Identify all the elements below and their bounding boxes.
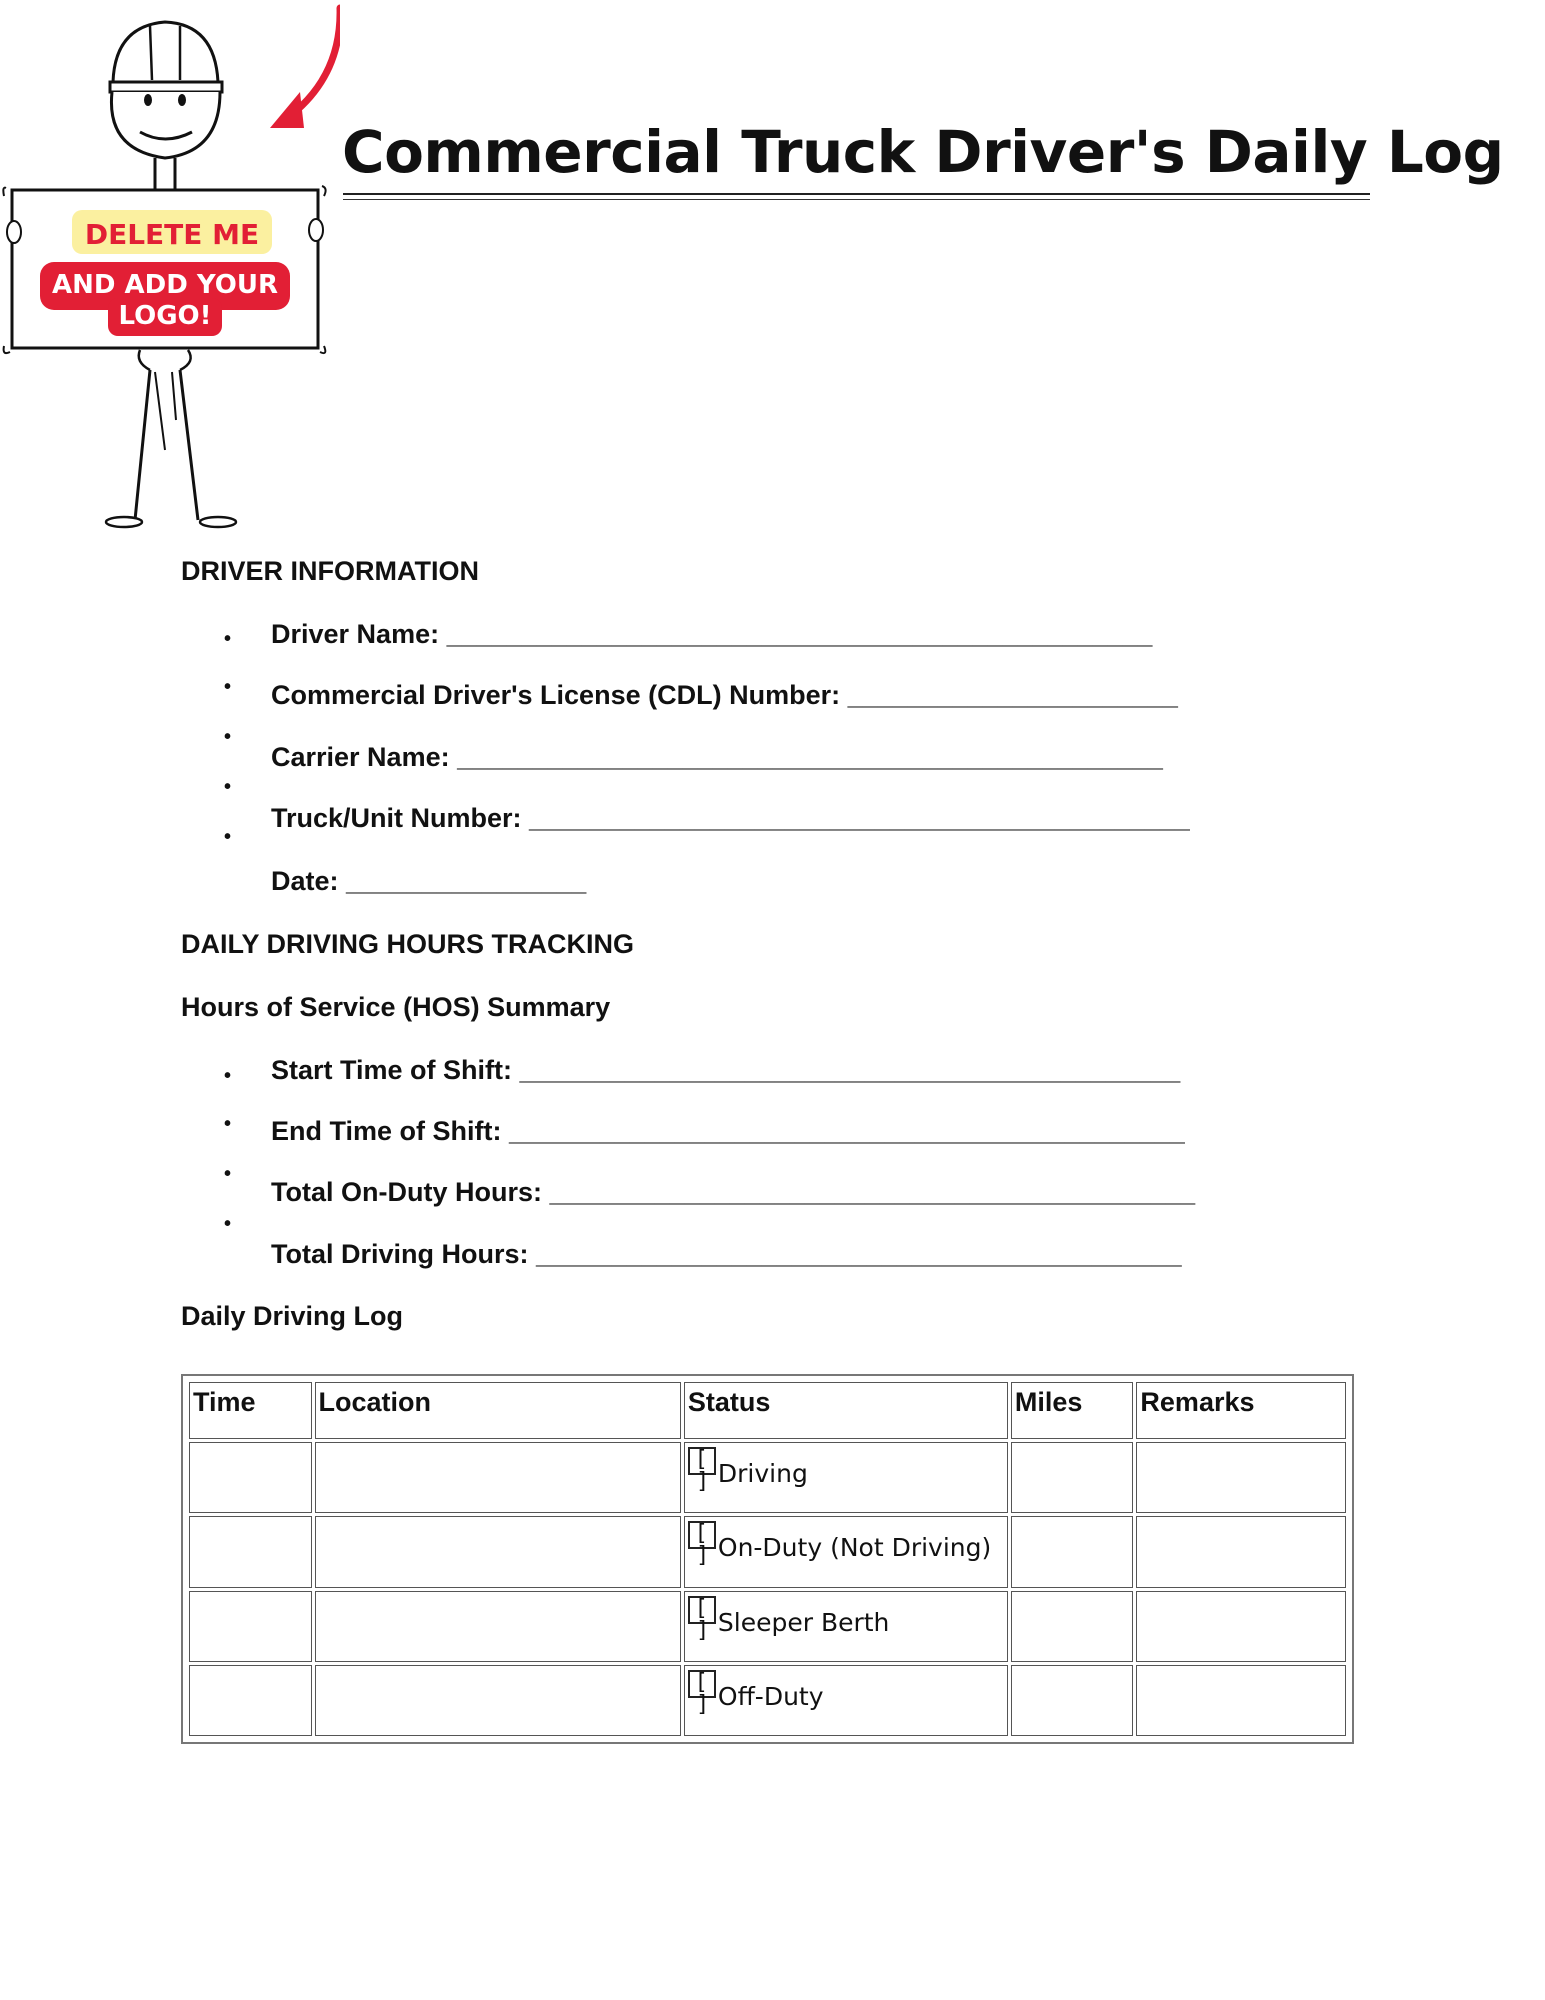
- daily-log-table: [181, 1374, 1354, 1744]
- location-cell[interactable]: [315, 1516, 681, 1587]
- location-cell[interactable]: [315, 1591, 681, 1662]
- time-cell[interactable]: [189, 1591, 312, 1662]
- truck-unit-field[interactable]: Truck/Unit Number: ____________________________________________: [271, 803, 1190, 833]
- status-checkbox[interactable]: [ ]: [688, 1447, 716, 1475]
- table-row: [189, 1665, 1346, 1736]
- table-row: [189, 1591, 1346, 1662]
- date-field[interactable]: Date: ________________: [271, 866, 587, 896]
- driver-name-field[interactable]: Driver Name: _______________________________________________: [271, 619, 1153, 649]
- status-label: Off-Duty: [717, 1681, 824, 1711]
- miles-cell[interactable]: [1011, 1665, 1134, 1736]
- status-cell: [684, 1516, 1008, 1587]
- remarks-cell[interactable]: [1136, 1591, 1346, 1662]
- logo-line1: DELETE ME: [84, 218, 260, 251]
- driving-hours-field[interactable]: Total Driving Hours: ___________________________________________: [271, 1239, 1182, 1269]
- end-time-field[interactable]: End Time of Shift: _____________________________________________: [271, 1116, 1185, 1146]
- title-underline-thin: [343, 199, 1370, 200]
- bullet: •: [224, 826, 232, 848]
- bullet: •: [224, 1113, 232, 1135]
- col-time: Time: [189, 1382, 312, 1439]
- col-remarks: Remarks: [1136, 1382, 1346, 1439]
- table-row: [189, 1516, 1346, 1587]
- hours-heading: DAILY DRIVING HOURS TRACKING: [181, 929, 635, 959]
- cdl-number-field[interactable]: Commercial Driver's License (CDL) Number: ______________________: [271, 680, 1178, 710]
- carrier-name-field[interactable]: Carrier Name: _______________________________________________: [271, 742, 1163, 772]
- status-checkbox[interactable]: [ ]: [688, 1670, 716, 1698]
- status-checkbox[interactable]: [ ]: [688, 1596, 716, 1624]
- bullet: •: [224, 726, 232, 748]
- col-miles: Miles: [1011, 1382, 1134, 1439]
- logo-line2: AND ADD YOUR: [52, 270, 278, 300]
- col-status: Status: [684, 1382, 1008, 1439]
- daily-log-heading: Daily Driving Log: [181, 1301, 404, 1331]
- miles-cell[interactable]: [1011, 1442, 1134, 1513]
- status-cell: [684, 1591, 1008, 1662]
- start-time-field[interactable]: Start Time of Shift: ____________________________________________: [271, 1055, 1181, 1085]
- remarks-cell[interactable]: [1136, 1516, 1346, 1587]
- on-duty-hours-field[interactable]: Total On-Duty Hours: ___________________________________________: [271, 1177, 1196, 1207]
- remarks-cell[interactable]: [1136, 1442, 1346, 1513]
- miles-cell[interactable]: [1011, 1516, 1134, 1587]
- logo-placeholder: [0, 0, 340, 540]
- time-cell[interactable]: [189, 1442, 312, 1513]
- col-location: Location: [315, 1382, 681, 1439]
- bullet: •: [224, 1213, 232, 1235]
- time-cell[interactable]: [189, 1516, 312, 1587]
- location-cell[interactable]: [315, 1442, 681, 1513]
- remarks-cell[interactable]: [1136, 1665, 1346, 1736]
- status-label: Sleeper Berth: [717, 1607, 890, 1637]
- bullet: •: [224, 1065, 232, 1087]
- hos-summary-heading: Hours of Service (HOS) Summary: [181, 992, 611, 1022]
- bullet: •: [224, 676, 232, 698]
- bullet: •: [224, 1163, 232, 1185]
- logo-line3: LOGO!: [118, 301, 212, 331]
- status-label: On-Duty (Not Driving): [717, 1533, 992, 1563]
- miles-cell[interactable]: [1011, 1591, 1134, 1662]
- status-cell: [684, 1665, 1008, 1736]
- time-cell[interactable]: [189, 1665, 312, 1736]
- status-label: Driving: [717, 1459, 808, 1489]
- status-checkbox[interactable]: [ ]: [688, 1521, 716, 1549]
- title-underline: [343, 193, 1370, 195]
- table-header-row: [189, 1382, 1346, 1439]
- driver-info-heading: DRIVER INFORMATION: [181, 556, 479, 586]
- bullet: •: [224, 776, 232, 798]
- document-title: Commercial Truck Driver's Daily Log: [342, 118, 1504, 186]
- location-cell[interactable]: [315, 1665, 681, 1736]
- status-cell: [684, 1442, 1008, 1513]
- table-row: [189, 1442, 1346, 1513]
- bullet: •: [224, 628, 232, 650]
